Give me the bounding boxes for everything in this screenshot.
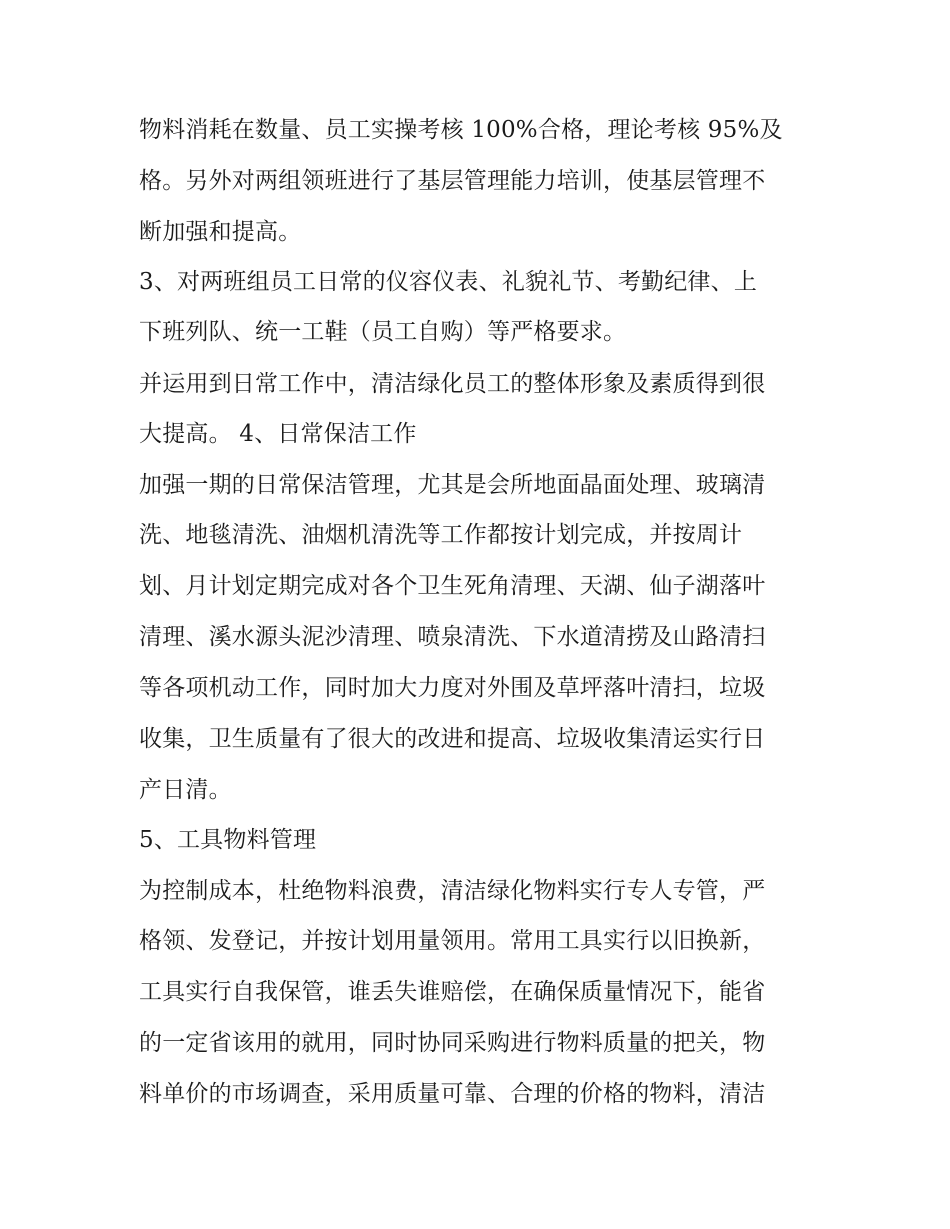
text-line: 产日清。 (139, 777, 232, 803)
text-line: 等各项机动工作，同时加大力度对外围及草坪落叶清扫，垃圾 (139, 675, 766, 701)
text-line: 料单价的市场调查，采用质量可靠、合理的价格的物料，清洁 (139, 1081, 766, 1107)
text-line: 下班列队、统一工鞋（员工自购）等严格要求。 (139, 319, 627, 345)
text-line: 为控制成本，杜绝物料浪费，清洁绿化物料实行专人专管，严 (139, 878, 766, 904)
text-line: 的一定省该用的就用，同时协同采购进行物料质量的把关，物 (139, 1030, 766, 1056)
text-line: 断加强和提高。 (139, 219, 302, 245)
text-line: 5、工具物料管理 (139, 827, 317, 853)
text-line: 3、对两班组员工日常的仪容仪表、礼貌礼节、考勤纪律、上 (139, 269, 758, 295)
text-line: 工具实行自我保管，谁丢失谁赔偿，在确保质量情况下，能省 (139, 979, 766, 1005)
text-line: 格领、发登记，并按计划用量领用。常用工具实行以旧换新， (139, 928, 766, 954)
text-line: 物料消耗在数量、员工实操考核 100%合格，理论考核 95%及 (139, 117, 783, 143)
text-line: 大提高。 4、日常保洁工作 (139, 421, 417, 447)
text-line: 划、月计划定期完成对各个卫生死角清理、天湖、仙子湖落叶 (139, 573, 766, 599)
text-line: 收集，卫生质量有了很大的改进和提高、垃圾收集清运实行日 (139, 726, 766, 752)
text-line: 格。另外对两组领班进行了基层管理能力培训，使基层管理不 (139, 168, 766, 194)
text-line: 洗、地毯清洗、油烟机清洗等工作都按计划完成，并按周计 (139, 522, 743, 548)
text-line: 加强一期的日常保洁管理，尤其是会所地面晶面处理、玻璃清 (139, 472, 766, 498)
text-line: 并运用到日常工作中，清洁绿化员工的整体形象及素质得到很 (139, 371, 766, 397)
text-line: 清理、溪水源头泥沙清理、喷泉清洗、下水道清捞及山路清扫 (139, 624, 766, 650)
